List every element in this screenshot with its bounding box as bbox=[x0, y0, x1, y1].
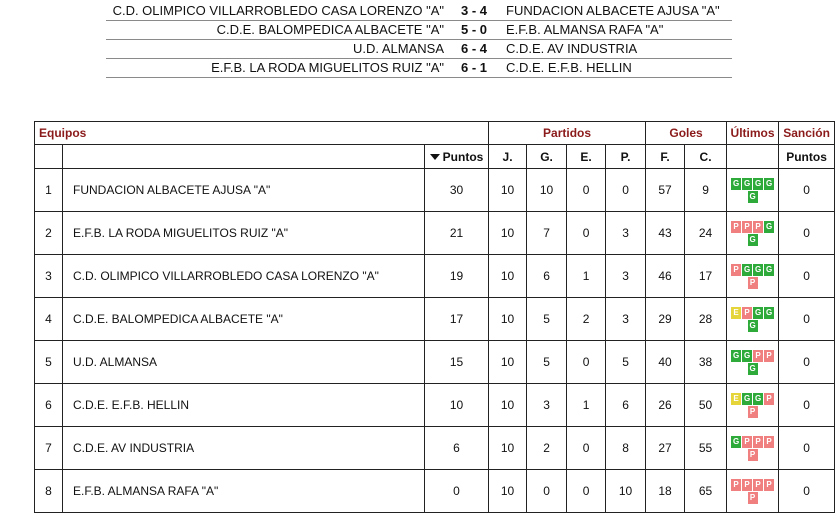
played-cell: 10 bbox=[489, 298, 527, 341]
away-team: E.F.B. ALMANSA RAFA "A" bbox=[506, 22, 664, 37]
played-cell: 10 bbox=[489, 212, 527, 255]
last-results-cell bbox=[727, 470, 779, 513]
result-badge: G bbox=[743, 350, 751, 360]
last-results bbox=[729, 350, 777, 375]
table-row[interactable] bbox=[35, 341, 835, 384]
result-badge: G bbox=[743, 264, 751, 274]
match-score[interactable]: 6 - 4 bbox=[460, 41, 487, 56]
col-puntos: Puntos bbox=[442, 149, 484, 164]
drawn-cell: 0 bbox=[567, 470, 606, 513]
result-badge: P bbox=[742, 307, 752, 319]
team-name[interactable]: C.D. OLIMPICO VILLARROBLEDO CASA LORENZO "A" bbox=[63, 255, 425, 298]
points-cell: 30 bbox=[425, 169, 489, 212]
won-cell: 3 bbox=[527, 384, 567, 427]
result-badge: G bbox=[749, 191, 756, 201]
sanction-points-cell: 0 bbox=[779, 169, 835, 212]
played-cell: 10 bbox=[489, 169, 527, 212]
team-name[interactable]: C.D.E. E.F.B. HELLIN bbox=[63, 384, 425, 427]
last-results-cell bbox=[727, 384, 779, 427]
result-badge: G bbox=[765, 221, 773, 231]
played-cell: 10 bbox=[489, 470, 527, 513]
header-team-blank bbox=[63, 145, 425, 169]
position-cell: 2 bbox=[35, 212, 63, 255]
last-results-cell bbox=[727, 255, 779, 298]
last-results bbox=[729, 479, 777, 504]
table-row[interactable] bbox=[35, 298, 835, 341]
last-results bbox=[729, 178, 777, 203]
sanction-points-cell: 0 bbox=[779, 341, 835, 384]
goals-for-cell: 40 bbox=[646, 341, 685, 384]
goals-against-cell: 24 bbox=[685, 212, 727, 255]
result-row[interactable] bbox=[106, 2, 732, 21]
lost-cell: 3 bbox=[606, 255, 646, 298]
team-name[interactable]: E.F.B. LA RODA MIGUELITOS RUIZ "A" bbox=[63, 212, 425, 255]
won-cell: 7 bbox=[527, 212, 567, 255]
away-team: FUNDACION ALBACETE AJUSA "A" bbox=[506, 3, 720, 18]
sanction-points-cell: 0 bbox=[779, 384, 835, 427]
last-results bbox=[729, 436, 777, 461]
goals-against-cell: 28 bbox=[685, 298, 727, 341]
goals-for-cell: 27 bbox=[646, 427, 685, 470]
lost-cell: 10 bbox=[606, 470, 646, 513]
header-partidos: Partidos bbox=[489, 122, 646, 145]
result-badge: G bbox=[754, 178, 762, 188]
table-row[interactable] bbox=[35, 255, 835, 298]
goals-against-cell: 38 bbox=[685, 341, 727, 384]
won-cell: 6 bbox=[527, 255, 567, 298]
header-pos-blank bbox=[35, 145, 63, 169]
result-badge: G bbox=[765, 307, 773, 317]
result-badge: G bbox=[743, 178, 751, 188]
drawn-cell: 2 bbox=[567, 298, 606, 341]
result-badge: G bbox=[754, 307, 762, 317]
standings-body bbox=[35, 169, 835, 513]
table-row[interactable] bbox=[35, 169, 835, 212]
drawn-cell: 1 bbox=[567, 255, 606, 298]
lost-cell: 8 bbox=[606, 427, 646, 470]
points-cell: 6 bbox=[425, 427, 489, 470]
drawn-cell: 0 bbox=[567, 427, 606, 470]
team-name[interactable]: E.F.B. ALMANSA RAFA "A" bbox=[63, 470, 425, 513]
played-cell: 10 bbox=[489, 255, 527, 298]
table-row[interactable] bbox=[35, 212, 835, 255]
result-badge: G bbox=[749, 363, 756, 373]
last-results bbox=[729, 264, 777, 289]
points-cell: 0 bbox=[425, 470, 489, 513]
lost-cell: 3 bbox=[606, 212, 646, 255]
last-results bbox=[729, 307, 777, 332]
result-badge: P bbox=[742, 479, 752, 491]
goals-for-cell: 43 bbox=[646, 212, 685, 255]
points-cell: 15 bbox=[425, 341, 489, 384]
result-badge: P bbox=[764, 436, 774, 448]
result-row[interactable] bbox=[106, 21, 732, 40]
team-name[interactable]: FUNDACION ALBACETE AJUSA "A" bbox=[63, 169, 425, 212]
result-badge: G bbox=[749, 320, 756, 330]
points-cell: 10 bbox=[425, 384, 489, 427]
sort-by-puntos[interactable] bbox=[425, 145, 489, 169]
header-sancion: Sanción bbox=[779, 122, 835, 145]
drawn-cell: 1 bbox=[567, 384, 606, 427]
col-f: F. bbox=[646, 145, 685, 169]
result-badge: G bbox=[732, 350, 740, 360]
last-results-cell bbox=[727, 427, 779, 470]
played-cell: 10 bbox=[489, 384, 527, 427]
goals-for-cell: 26 bbox=[646, 384, 685, 427]
lost-cell: 5 bbox=[606, 341, 646, 384]
results-list bbox=[106, 2, 732, 78]
last-results-cell bbox=[727, 298, 779, 341]
last-results-cell bbox=[727, 169, 779, 212]
home-team: E.F.B. LA RODA MIGUELITOS RUIZ "A" bbox=[211, 60, 444, 75]
result-badge: G bbox=[732, 436, 740, 446]
col-ultimos-blank bbox=[727, 145, 779, 169]
col-e: E. bbox=[567, 145, 606, 169]
lost-cell: 3 bbox=[606, 298, 646, 341]
won-cell: 2 bbox=[527, 427, 567, 470]
won-cell: 5 bbox=[527, 341, 567, 384]
sort-down-icon bbox=[430, 154, 440, 160]
goals-against-cell: 9 bbox=[685, 169, 727, 212]
position-cell: 4 bbox=[35, 298, 63, 341]
goals-for-cell: 18 bbox=[646, 470, 685, 513]
header-equipos: Equipos bbox=[35, 122, 489, 145]
match-score[interactable]: 5 - 0 bbox=[460, 22, 487, 37]
goals-against-cell: 17 bbox=[685, 255, 727, 298]
home-team: C.D. OLIMPICO VILLARROBLEDO CASA LORENZO "A" bbox=[112, 3, 444, 18]
last-results-cell bbox=[727, 341, 779, 384]
result-badge: P bbox=[742, 436, 752, 448]
result-badge: P bbox=[731, 264, 741, 276]
won-cell: 0 bbox=[527, 470, 567, 513]
goals-against-cell: 55 bbox=[685, 427, 727, 470]
result-badge: E bbox=[731, 307, 741, 319]
drawn-cell: 0 bbox=[567, 341, 606, 384]
result-badge: P bbox=[764, 393, 774, 405]
result-row[interactable] bbox=[106, 59, 732, 78]
standings-table bbox=[34, 121, 835, 513]
col-sancion-puntos: Puntos bbox=[779, 145, 835, 169]
table-row[interactable] bbox=[35, 470, 835, 513]
result-badge: P bbox=[753, 436, 763, 448]
result-badge: P bbox=[748, 277, 758, 289]
goals-for-cell: 57 bbox=[646, 169, 685, 212]
result-badge: G bbox=[765, 178, 773, 188]
sanction-points-cell: 0 bbox=[779, 427, 835, 470]
result-badge: P bbox=[748, 492, 758, 504]
result-badge: E bbox=[731, 393, 741, 405]
team-name[interactable]: C.D.E. AV INDUSTRIA bbox=[63, 427, 425, 470]
result-badge: P bbox=[753, 479, 763, 491]
goals-against-cell: 50 bbox=[685, 384, 727, 427]
result-badge: P bbox=[748, 449, 758, 461]
points-cell: 19 bbox=[425, 255, 489, 298]
result-row[interactable] bbox=[106, 40, 732, 59]
result-badge: P bbox=[742, 221, 752, 233]
position-cell: 6 bbox=[35, 384, 63, 427]
result-badge: P bbox=[748, 406, 758, 418]
result-badge: G bbox=[743, 393, 751, 403]
sanction-points-cell: 0 bbox=[779, 255, 835, 298]
result-badge: G bbox=[765, 264, 773, 274]
home-team: U.D. ALMANSA bbox=[352, 41, 444, 56]
result-badge: P bbox=[731, 479, 741, 491]
result-badge: P bbox=[753, 350, 763, 362]
position-cell: 5 bbox=[35, 341, 63, 384]
result-badge: G bbox=[749, 234, 756, 244]
col-c: C. bbox=[685, 145, 727, 169]
won-cell: 10 bbox=[527, 169, 567, 212]
match-score[interactable]: 6 - 1 bbox=[460, 60, 487, 75]
last-results bbox=[729, 393, 777, 418]
table-row[interactable] bbox=[35, 384, 835, 427]
position-cell: 1 bbox=[35, 169, 63, 212]
drawn-cell: 0 bbox=[567, 169, 606, 212]
sanction-points-cell: 0 bbox=[779, 298, 835, 341]
last-results bbox=[729, 221, 777, 246]
won-cell: 5 bbox=[527, 298, 567, 341]
team-name[interactable]: U.D. ALMANSA bbox=[63, 341, 425, 384]
result-badge: G bbox=[754, 264, 762, 274]
col-g: G. bbox=[527, 145, 567, 169]
sanction-points-cell: 0 bbox=[779, 470, 835, 513]
result-badge: P bbox=[764, 479, 774, 491]
away-team: C.D.E. AV INDUSTRIA bbox=[506, 41, 638, 56]
lost-cell: 6 bbox=[606, 384, 646, 427]
col-j: J. bbox=[489, 145, 527, 169]
home-team: C.D.E. BALOMPEDICA ALBACETE "A" bbox=[216, 22, 444, 37]
played-cell: 10 bbox=[489, 427, 527, 470]
header-ultimos: Últimos bbox=[727, 122, 779, 145]
match-score[interactable]: 3 - 4 bbox=[460, 3, 487, 18]
position-cell: 3 bbox=[35, 255, 63, 298]
position-cell: 8 bbox=[35, 470, 63, 513]
played-cell: 10 bbox=[489, 341, 527, 384]
points-cell: 21 bbox=[425, 212, 489, 255]
away-team: C.D.E. E.F.B. HELLIN bbox=[506, 60, 632, 75]
sanction-points-cell: 0 bbox=[779, 212, 835, 255]
drawn-cell: 0 bbox=[567, 212, 606, 255]
result-badge: P bbox=[753, 221, 763, 233]
lost-cell: 0 bbox=[606, 169, 646, 212]
result-badge: P bbox=[731, 221, 741, 233]
last-results-cell bbox=[727, 212, 779, 255]
goals-for-cell: 46 bbox=[646, 255, 685, 298]
col-p: P. bbox=[606, 145, 646, 169]
result-badge: P bbox=[764, 350, 774, 362]
points-cell: 17 bbox=[425, 298, 489, 341]
header-goles: Goles bbox=[646, 122, 727, 145]
goals-against-cell: 65 bbox=[685, 470, 727, 513]
table-row[interactable] bbox=[35, 427, 835, 470]
position-cell: 7 bbox=[35, 427, 63, 470]
team-name[interactable]: C.D.E. BALOMPEDICA ALBACETE "A" bbox=[63, 298, 425, 341]
goals-for-cell: 29 bbox=[646, 298, 685, 341]
result-badge: G bbox=[754, 393, 762, 403]
result-badge: G bbox=[732, 178, 740, 188]
